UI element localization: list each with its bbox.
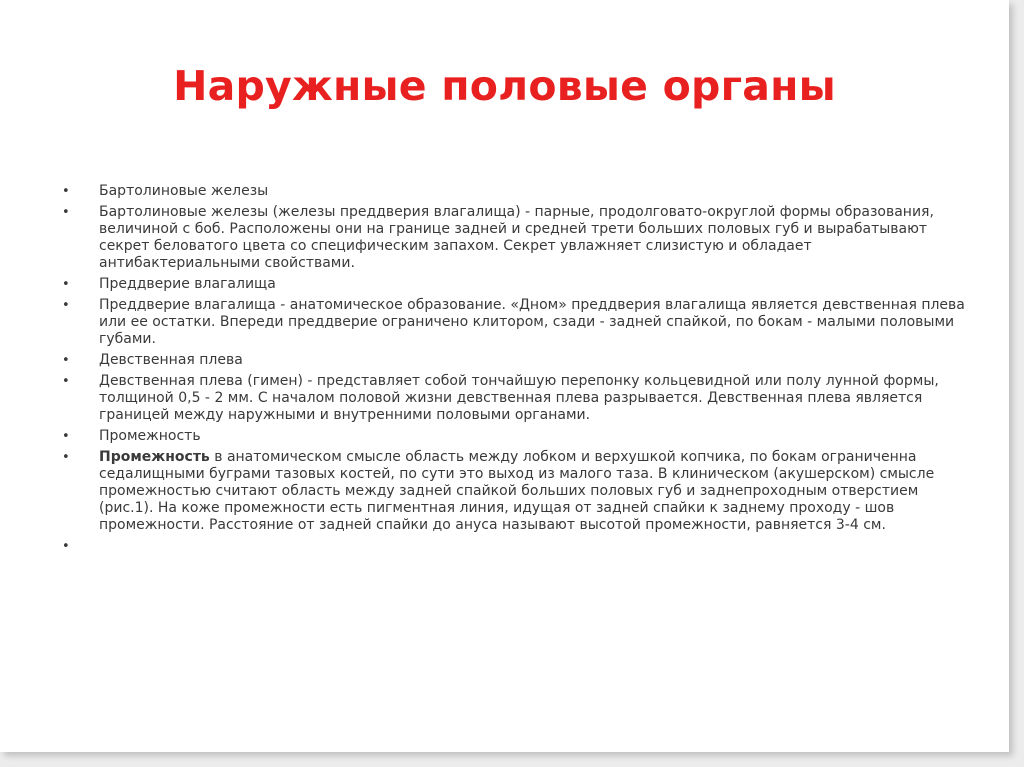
list-item <box>62 373 967 424</box>
bullet-icon: • <box>62 374 70 389</box>
bullet-icon: • <box>62 277 70 292</box>
list-item <box>62 297 967 348</box>
item-text: Девственная плева <box>99 352 243 368</box>
bullet-icon: • <box>62 298 70 313</box>
item-text: Бартолиновые железы (железы преддверия влагалища) - парные, продолговато-округлой формы образования, величиной с боб. Расположены они на границе задней и средней трети больших половых губ и вырабатывают секрет беловатого цвета со специфическим запахом. Секрет увлажняет слизистую и обладает антибактериальными свойствами. <box>99 204 934 271</box>
list-item <box>62 449 967 534</box>
list-item <box>62 183 967 200</box>
list-item <box>62 276 967 293</box>
item-text: Преддверие влагалища <box>99 276 276 292</box>
bullet-icon: • <box>62 184 70 199</box>
item-bold-term: Промежность <box>99 449 210 465</box>
item-text: Промежность <box>99 428 201 444</box>
bullet-icon: • <box>62 450 70 465</box>
bullet-icon: • <box>62 539 70 554</box>
list-item <box>62 352 967 369</box>
list-item <box>62 428 967 445</box>
item-text: Преддверие влагалища - анатомическое образование. «Дном» преддверия влагалища является девственная плева или ее остатки. Впереди преддверие ограничено клитором, сзади - задней спайкой, по бокам - малыми половыми губами. <box>99 297 965 347</box>
item-text: в анатомическом смысле область между лобком и верхушкой копчика, по бокам ограниченна седалищными буграми тазовых костей, по сути это выход из малого таза. В клиническом (акушерском) смысле промежностью считают область между задней спайкой больших половых губ и заднепроходным отверстием (рис.1). На коже промежности есть пигментная линия, идущая от задней спайки к заднему проходу - шов промежности. Расстояние от задней спайки до ануса называют высотой промежности, равняется 3-4 см. <box>99 449 935 533</box>
item-text: Бартолиновые железы <box>99 183 269 199</box>
bullet-icon: • <box>62 353 70 368</box>
bullet-list <box>62 183 967 554</box>
slide-title: Наружные половые органы <box>173 62 836 110</box>
list-item <box>62 204 967 272</box>
bullet-icon: • <box>62 205 70 220</box>
bullet-icon: • <box>62 429 70 444</box>
item-text: Девственная плева (гимен) - представляет собой тончайшую перепонку кольцевидной или полу лунной формы, толщиной 0,5 - 2 мм. С началом половой жизни девственная плева разрывается. Девственная плева является границей между наружными и внутренними половыми органами. <box>99 373 939 423</box>
